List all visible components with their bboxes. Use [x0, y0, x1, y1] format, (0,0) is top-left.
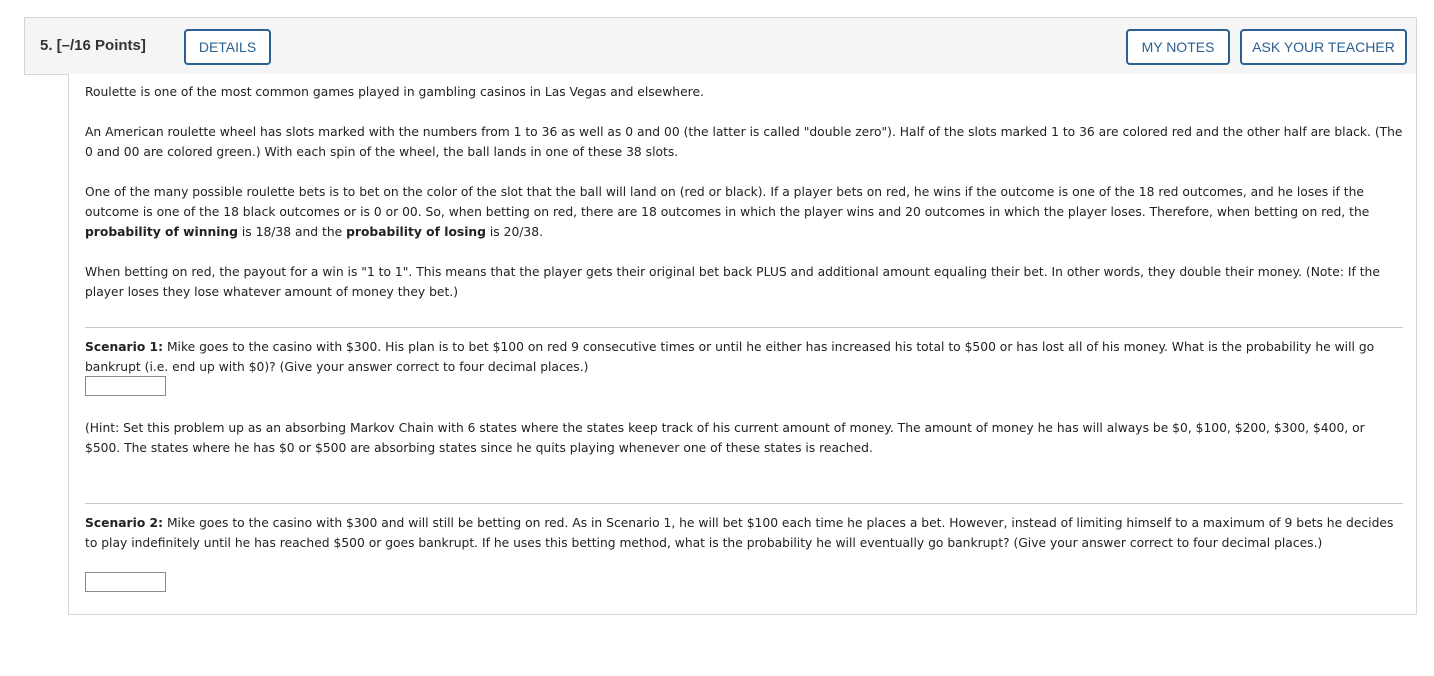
ask-your-teacher-button[interactable]: ASK YOUR TEACHER	[1240, 29, 1407, 65]
scenario-1-paragraph	[85, 337, 1403, 377]
scenario-2-paragraph	[85, 513, 1403, 553]
payout-paragraph: When betting on red, the payout for a win is "1 to 1". This means that the player gets their original bet back PLUS and additional amount equaling their bet. In other words, they double their money. (Note: If the player loses they lose whatever amount of money they bet.)	[85, 265, 1380, 299]
bet-text-3: is 20/38.	[485, 225, 543, 239]
probability-losing-term: probability of losing	[346, 225, 486, 239]
my-notes-button[interactable]: MY NOTES	[1126, 29, 1230, 65]
probability-winning-term: probability of winning	[85, 225, 238, 239]
scenario-2-answer-input[interactable]	[85, 572, 166, 592]
scenario-2-label: Scenario 2:	[85, 516, 164, 530]
scenario-1-answer-input[interactable]	[85, 376, 166, 396]
scenario-2-text: Mike goes to the casino with $300 and will still be betting on red. As in Scenario 1, he will bet $100 each time he places a bet. However, instead of limiting himself to a maximum of 9 bets he decides to play indefinitely until he has reached $500 or goes bankrupt. If he uses this betting method, what is the probability he will eventually go bankrupt? (Give your answer correct to four decimal places.)	[85, 516, 1394, 550]
bet-paragraph	[85, 182, 1403, 242]
scenario-1-text: Mike goes to the casino with $300. His plan is to bet $100 on red 9 consecutive times or until he either has increased his total to $500 or has lost all of his money. What is the probability he will go bankrupt (i.e. end up with $0)? (Give your answer correct to four decimal places.)	[85, 340, 1375, 374]
hint-paragraph: (Hint: Set this problem up as an absorbing Markov Chain with 6 states where the states keep track of his current amount of money. The amount of money he has will always be $0, $100, $200, $300, $400, or $500. The states where he has $0 or $500 are absorbing states since he quits playing whenever one of these states is reached.	[85, 421, 1365, 455]
details-button[interactable]: DETAILS	[184, 29, 271, 65]
divider	[85, 327, 1403, 328]
bet-text-1: One of the many possible roulette bets is to bet on the color of the slot that the ball will land on (red or black). If a player bets on red, he wins if the outcome is one of the 18 red outcomes, and he loses if the outcome is one of the 18 black outcomes or is 0 or 00. So, when betting on red, there are 18 outcomes in which the player wins and 20 outcomes in which the player loses. Therefore, when betting on red, the	[85, 185, 1370, 219]
divider	[85, 503, 1403, 504]
question-header	[24, 17, 1417, 75]
question-points-label: 5. [–/16 Points]	[40, 37, 146, 54]
scenario-1-label: Scenario 1:	[85, 340, 164, 354]
question-body	[68, 74, 1417, 615]
intro-paragraph: Roulette is one of the most common games played in gambling casinos in Las Vegas and elsewhere.	[85, 85, 704, 99]
bet-text-2: is 18/38 and the	[237, 225, 347, 239]
wheel-paragraph: An American roulette wheel has slots marked with the numbers from 1 to 36 as well as 0 and 00 (the latter is called "double zero"). Half of the slots marked 1 to 36 are colored red and the other half are black. (The 0 and 00 are colored green.) With each spin of the wheel, the ball lands in one of these 38 slots.	[85, 125, 1403, 159]
